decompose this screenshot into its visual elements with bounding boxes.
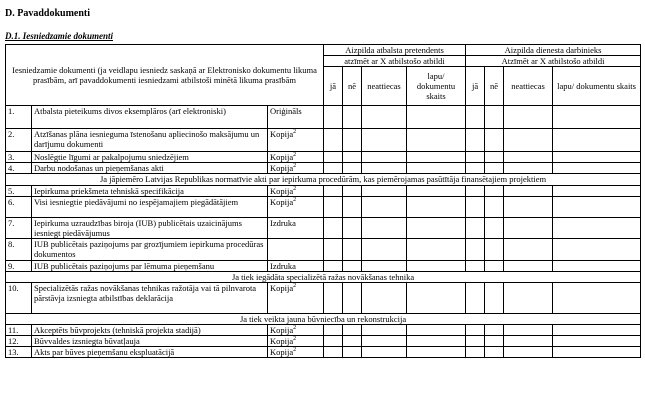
applicant-ja-cell[interactable] [324,218,343,239]
staff-lapu-cell[interactable] [553,283,641,314]
applicant-neattiecas-cell[interactable] [362,218,407,239]
footnote-mark: 2 [293,197,297,204]
header-group-applicant: Aizpilda atbalsta pretendents [324,45,466,56]
applicant-ja-cell[interactable] [324,106,343,129]
staff-neattiecas-cell[interactable] [504,239,553,261]
header-row-1 [6,45,641,56]
applicant-lapu-cell[interactable] [407,129,466,152]
table-row [6,186,641,197]
document-form [268,197,324,218]
table-row [6,197,641,218]
staff-ne-cell[interactable] [485,106,504,129]
staff-ja-cell[interactable] [466,347,485,358]
row-number: 5. [6,186,32,197]
document-form-label: Kopija [270,283,294,293]
document-form [268,239,324,261]
staff-ja-cell[interactable] [466,163,485,174]
header-lapu-2: lapu/ dokumentu skaits [553,67,641,106]
header-neattiecas-2: neattiecas [504,67,553,106]
staff-ja-cell[interactable] [466,129,485,152]
applicant-lapu-cell[interactable] [407,325,466,336]
document-form-label: Izdruka [270,218,296,228]
staff-ne-cell[interactable] [485,129,504,152]
header-ne-1: nē [343,67,362,106]
applicant-ja-cell[interactable] [324,129,343,152]
applicant-neattiecas-cell[interactable] [362,163,407,174]
applicant-ja-cell[interactable] [324,336,343,347]
staff-ne-cell[interactable] [485,325,504,336]
staff-neattiecas-cell[interactable] [504,218,553,239]
applicant-lapu-cell[interactable] [407,283,466,314]
document-name: Specializētās ražas novākšanas tehnikas ražotāja vai tā pilnvarota pārstāvja izsniegta atbilstības deklarācija [32,283,268,314]
applicant-ne-cell[interactable] [343,239,362,261]
document-form [268,186,324,197]
table-row [6,239,641,261]
document-form-label: Kopija [270,152,294,162]
header-staff-instruction: Atzīmēt ar X atbilstošo atbildi [466,56,641,67]
document-name: Atzīšanas plāna iesnieguma īstenošanu apliecinošo maksājumu un darījumu dokumenti [32,129,268,152]
applicant-lapu-cell[interactable] [407,347,466,358]
document-form-label: Izdruka [270,261,296,271]
applicant-neattiecas-cell[interactable] [362,325,407,336]
staff-ja-cell[interactable] [466,336,485,347]
footnote-mark: 2 [293,325,297,332]
documents-table [5,44,641,358]
document-form [268,347,324,358]
applicant-ne-cell[interactable] [343,261,362,272]
applicant-ne-cell[interactable] [343,186,362,197]
section-row [6,314,641,325]
staff-lapu-cell[interactable] [553,218,641,239]
staff-lapu-cell[interactable] [553,186,641,197]
document-form [268,152,324,163]
staff-lapu-cell[interactable] [553,152,641,163]
staff-ne-cell[interactable] [485,239,504,261]
applicant-neattiecas-cell[interactable] [362,197,407,218]
document-form [268,106,324,129]
staff-ja-cell[interactable] [466,239,485,261]
applicant-ne-cell[interactable] [343,163,362,174]
applicant-ne-cell[interactable] [343,336,362,347]
section-row [6,174,641,186]
staff-ne-cell[interactable] [485,261,504,272]
document-name: IUB publicētais paziņojums par grozījumiem iepirkuma procedūras dokumentos [32,239,268,261]
applicant-lapu-cell[interactable] [407,261,466,272]
document-name: Atbalsta pieteikums divos eksemplāros (arī elektroniski) [32,106,268,129]
section-heading: Ja tiek veikta jauna būvniecība un rekonstrukcija [6,314,641,325]
applicant-ne-cell[interactable] [343,283,362,314]
staff-neattiecas-cell[interactable] [504,261,553,272]
staff-ja-cell[interactable] [466,106,485,129]
staff-lapu-cell[interactable] [553,261,641,272]
applicant-ne-cell[interactable] [343,152,362,163]
applicant-ja-cell[interactable] [324,197,343,218]
row-number: 10. [6,283,32,314]
header-applicant-instruction: atzīmēt ar X atbilstošo atbildi [324,56,466,67]
document-form-label: Kopija [270,186,294,196]
row-number: 7. [6,218,32,239]
staff-lapu-cell[interactable] [553,197,641,218]
staff-lapu-cell[interactable] [553,163,641,174]
staff-neattiecas-cell[interactable] [504,129,553,152]
subsection-title: D.1. Iesniedzamie dokumenti [5,31,114,41]
table-row [6,283,641,314]
header-neattiecas-1: neattiecas [362,67,407,106]
document-form [268,336,324,347]
staff-ja-cell[interactable] [466,283,485,314]
document-form-label: Kopija [270,336,294,346]
applicant-lapu-cell[interactable] [407,239,466,261]
table-row [6,163,641,174]
table-row [6,106,641,129]
row-number: 3. [6,152,32,163]
section-title: D. Pavaddokumenti [5,8,91,19]
staff-neattiecas-cell[interactable] [504,283,553,314]
footnote-mark: 2 [293,163,297,170]
staff-ja-cell[interactable] [466,197,485,218]
section-row [6,272,641,283]
applicant-neattiecas-cell[interactable] [362,129,407,152]
document-form [268,129,324,152]
staff-ne-cell[interactable] [485,218,504,239]
staff-ja-cell[interactable] [466,218,485,239]
document-name: IUB publicētais paziņojums par lēmuma pieņemšanu [32,261,268,272]
staff-lapu-cell[interactable] [553,325,641,336]
table-row [6,261,641,272]
staff-lapu-cell[interactable] [553,239,641,261]
applicant-ja-cell[interactable] [324,186,343,197]
row-number: 1. [6,106,32,129]
table-row [6,129,641,152]
footnote-mark: 2 [293,129,297,136]
footnote-mark: 2 [293,336,297,343]
document-name: Noslēgtie līgumi ar pakalpojumu sniedzējiem [32,152,268,163]
applicant-ne-cell[interactable] [343,347,362,358]
row-number: 6. [6,197,32,218]
applicant-lapu-cell[interactable] [407,218,466,239]
staff-ja-cell[interactable] [466,186,485,197]
staff-ne-cell[interactable] [485,283,504,314]
applicant-neattiecas-cell[interactable] [362,336,407,347]
applicant-ne-cell[interactable] [343,129,362,152]
section-heading: Ja jāpiemēro Latvijas Republikas normatīvie akti par iepirkuma procedūrām, kas piemērojamas pasūtītāja finansētajiem projektiem [6,174,641,186]
document-form-label: Kopija [270,197,294,207]
applicant-lapu-cell[interactable] [407,106,466,129]
applicant-neattiecas-cell[interactable] [362,106,407,129]
applicant-ja-cell[interactable] [324,152,343,163]
applicant-ne-cell[interactable] [343,197,362,218]
applicant-ja-cell[interactable] [324,261,343,272]
staff-neattiecas-cell[interactable] [504,186,553,197]
applicant-neattiecas-cell[interactable] [362,261,407,272]
applicant-ne-cell[interactable] [343,218,362,239]
document-form [268,261,324,272]
applicant-neattiecas-cell[interactable] [362,239,407,261]
row-number: 2. [6,129,32,152]
staff-ne-cell[interactable] [485,347,504,358]
document-name: Iepirkuma priekšmeta tehniskā specifikācija [32,186,268,197]
staff-neattiecas-cell[interactable] [504,325,553,336]
table-row [6,325,641,336]
staff-neattiecas-cell[interactable] [504,152,553,163]
staff-ne-cell[interactable] [485,197,504,218]
document-form [268,325,324,336]
table-row [6,336,641,347]
staff-ja-cell[interactable] [466,325,485,336]
document-name: Visi iesniegtie piedāvājumi no iespējamajiem piegādātājiem [32,197,268,218]
staff-lapu-cell[interactable] [553,129,641,152]
applicant-lapu-cell[interactable] [407,197,466,218]
applicant-ne-cell[interactable] [343,106,362,129]
table-row [6,347,641,358]
staff-neattiecas-cell[interactable] [504,163,553,174]
document-name: Iepirkuma uzraudzības biroja (IUB) publicētais uzaicinājums iesniegt piedāvājumus [32,218,268,239]
applicant-ne-cell[interactable] [343,325,362,336]
table-row [6,218,641,239]
staff-ne-cell[interactable] [485,152,504,163]
document-name: Akceptēts būvprojekts (tehniskā projekta stadijā) [32,325,268,336]
staff-neattiecas-cell[interactable] [504,197,553,218]
document-form-label: Kopija [270,163,294,173]
header-group-staff: Aizpilda dienesta darbinieks [466,45,641,56]
staff-lapu-cell[interactable] [553,336,641,347]
applicant-ja-cell[interactable] [324,283,343,314]
applicant-ja-cell[interactable] [324,239,343,261]
document-form [268,283,324,314]
staff-neattiecas-cell[interactable] [504,336,553,347]
footnote-mark: 2 [293,283,297,290]
document-name: Darbu nodošanas un pieņemšanas akti [32,163,268,174]
document-name: Būvvaldes izsniegta būvatļauja [32,336,268,347]
applicant-ja-cell[interactable] [324,325,343,336]
document-form [268,163,324,174]
applicant-neattiecas-cell[interactable] [362,347,407,358]
document-form-label: Kopija [270,325,294,335]
staff-neattiecas-cell[interactable] [504,347,553,358]
document-form-label: Oriģināls [270,106,302,116]
footnote-mark: 2 [293,186,297,193]
document-name: Akts par būves pieņemšanu ekspluatācijā [32,347,268,358]
header-ja-1: jā [324,67,343,106]
staff-lapu-cell[interactable] [553,347,641,358]
applicant-lapu-cell[interactable] [407,152,466,163]
header-lapu-1: lapu/ dokumentu skaits [407,67,466,106]
row-number: 9. [6,261,32,272]
row-number: 8. [6,239,32,261]
applicant-lapu-cell[interactable] [407,186,466,197]
applicant-neattiecas-cell[interactable] [362,152,407,163]
footnote-mark: 2 [293,347,297,354]
row-number: 11. [6,325,32,336]
document-form-label: Kopija [270,129,294,139]
footnote-mark: 2 [293,152,297,159]
applicant-ja-cell[interactable] [324,347,343,358]
staff-lapu-cell[interactable] [553,106,641,129]
header-documents: Iesniedzamie dokumenti (ja veidlapu iesniedz saskaņā ar Elektronisko dokumentu likuma prasībām, arī pavaddokumenti iesniedzami atbilstoši minētā likuma prasībām [6,45,324,106]
section-heading: Ja tiek iegādāta specializētā ražas novākšanas tehnika [6,272,641,283]
staff-neattiecas-cell[interactable] [504,106,553,129]
row-number: 12. [6,336,32,347]
staff-ne-cell[interactable] [485,336,504,347]
row-number: 4. [6,163,32,174]
document-form-label: Kopija [270,347,294,357]
applicant-ja-cell[interactable] [324,163,343,174]
staff-ne-cell[interactable] [485,186,504,197]
applicant-lapu-cell[interactable] [407,163,466,174]
applicant-neattiecas-cell[interactable] [362,283,407,314]
applicant-neattiecas-cell[interactable] [362,186,407,197]
table-row [6,152,641,163]
row-number: 13. [6,347,32,358]
staff-ne-cell[interactable] [485,163,504,174]
staff-ja-cell[interactable] [466,261,485,272]
document-form [268,218,324,239]
header-ne-2: nē [485,67,504,106]
staff-ja-cell[interactable] [466,152,485,163]
header-ja-2: jā [466,67,485,106]
applicant-lapu-cell[interactable] [407,336,466,347]
